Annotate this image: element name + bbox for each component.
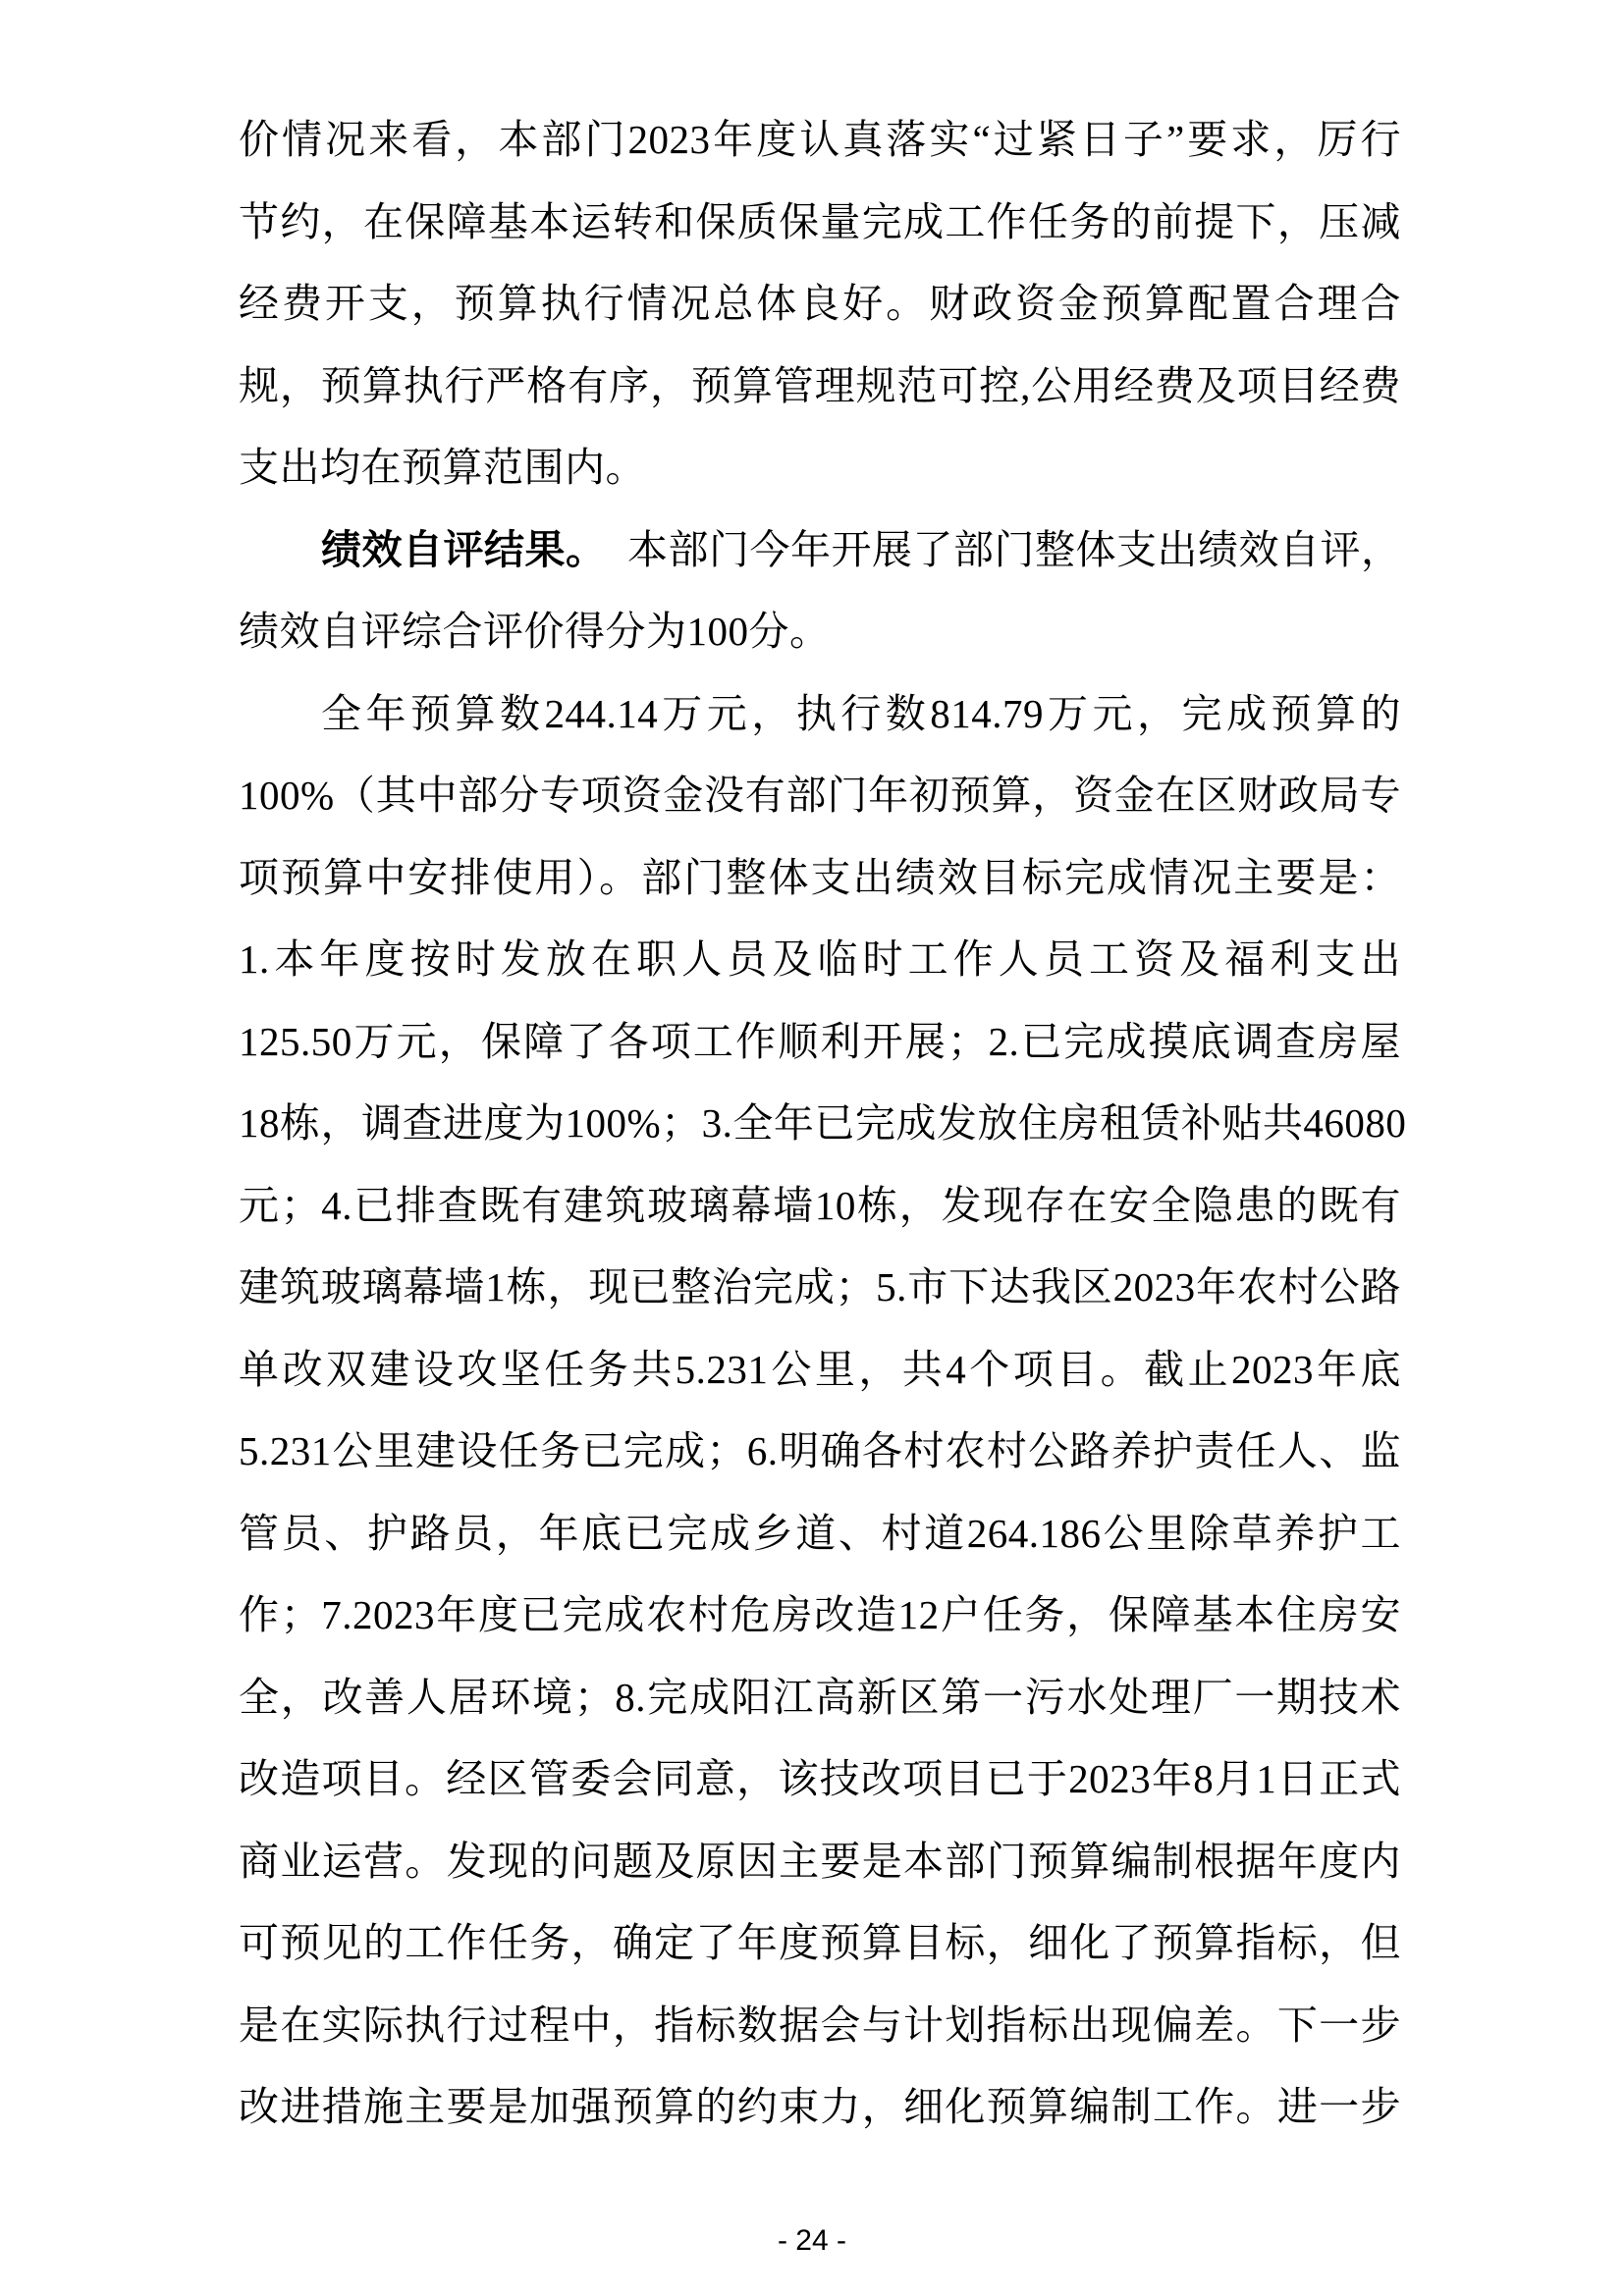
text-line: 价情况来看，本部门2023年度认真落实“过紧日子”要求，厉行 [239, 117, 1401, 162]
text-line: 100%（其中部分专项资金没有部门年初预算，资金在区财政局专 [239, 773, 1401, 818]
text-line: 规，预算执行严格有序，预算管理规范可控,公用经费及项目经费 [239, 362, 1401, 408]
text-line: 125.50万元，保障了各项工作顺利开展；2.已完成摸底调查房屋 [239, 1018, 1401, 1064]
text-line: 绩效自评综合评价得分为100分。 [239, 609, 831, 654]
text-line: 1.本年度按时发放在职人员及临时工作人员工资及福利支出 [239, 936, 1401, 982]
text-line: 管员、护路员，年底已完成乡道、村道264.186公里除草养护工 [239, 1510, 1401, 1556]
text-line: 改进措施主要是加强预算的约束力，细化预算编制工作。进一步 [239, 2084, 1401, 2129]
text-line: 改造项目。经区管委会同意，该技改项目已于2023年8月1日正式 [239, 1756, 1401, 1801]
text-line: 经费开支，预算执行情况总体良好。财政资金预算配置合理合 [239, 281, 1401, 326]
text-line: 节约，在保障基本运转和保质保量完成工作任务的前提下，压减 [239, 198, 1401, 244]
bold-run-in-heading: 绩效自评结果。 [321, 526, 607, 572]
text-line: 元；4.已排查既有建筑玻璃幕墙10栋，发现存在安全隐患的既有 [239, 1182, 1401, 1228]
text-line: 作；7.2023年度已完成农村危房改造12户任务，保障基本住房安 [239, 1592, 1401, 1637]
page-number: - 24 - [777, 2224, 847, 2257]
text-line: 建筑玻璃幕墙1栋，现已整治完成；5.市下达我区2023年农村公路 [239, 1264, 1401, 1309]
text-line: 全年预算数244.14万元，执行数814.79万元，完成预算的 [321, 690, 1401, 736]
text-line: 商业运营。发现的问题及原因主要是本部门预算编制根据年度内 [239, 1838, 1401, 1884]
text-line: 可预见的工作任务，确定了年度预算目标，细化了预算指标，但 [239, 1920, 1401, 1965]
text-line: 项预算中安排使用）。部门整体支出绩效目标完成情况主要是： [239, 854, 1401, 900]
text-line: 全，改善人居环境；8.完成阳江高新区第一污水处理厂一期技术 [239, 1674, 1401, 1720]
text-line: 18栋，调查进度为100%；3.全年已完成发放住房租赁补贴共46080 [239, 1100, 1407, 1146]
text-line: 5.231公里建设任务已完成；6.明确各村农村公路养护责任人、监 [239, 1428, 1401, 1473]
text-line: 是在实际执行过程中，指标数据会与计划指标出现偏差。下一步 [239, 2002, 1401, 2048]
text-line: 绩效自评结果。 本部门今年开展了部门整体支出绩效自评， [321, 526, 1402, 572]
text-line: 单改双建设攻坚任务共5.231公里，共4个项目。截止2023年底 [239, 1346, 1401, 1392]
text-line: 支出均在预算范围内。 [239, 445, 646, 490]
document-body [239, 99, 1407, 2149]
